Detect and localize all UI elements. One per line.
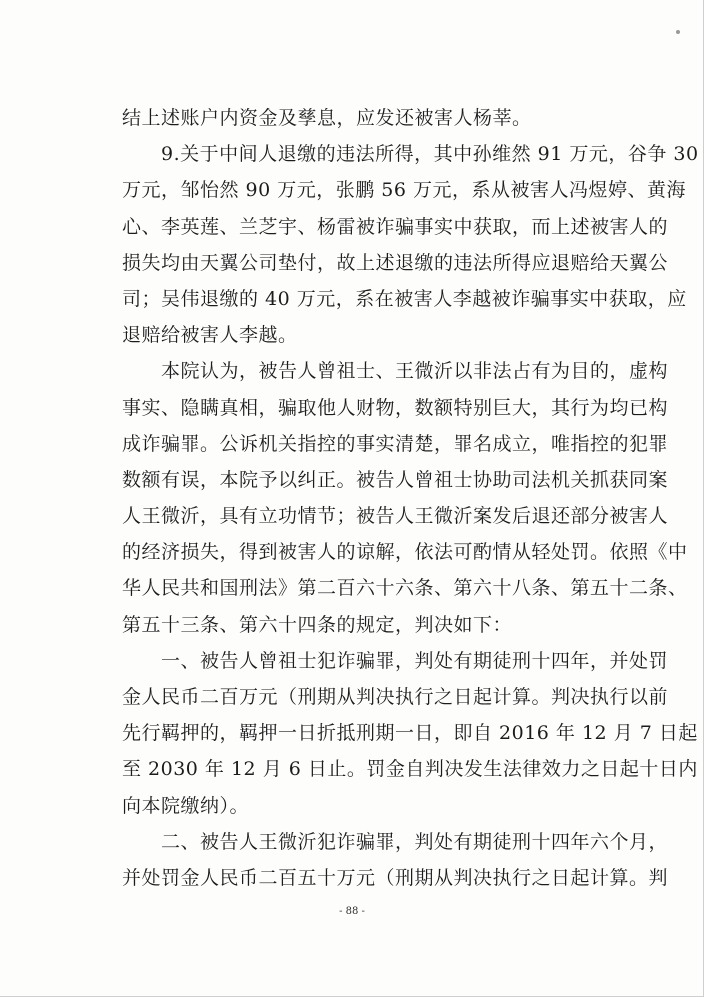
text-line: 9.关于中间人退缴的违法所得，其中孙维然 91 万元，谷争 30: [122, 143, 699, 166]
text-line: 向本院缴纳）。: [122, 794, 250, 817]
text-line: 事实、隐瞒真相，骗取他人财物，数额特别巨大，其行为均已构: [122, 396, 669, 419]
text-line: 万元，邹怡然 90 万元，张鹏 56 万元，系从被害人冯煜婷、黄海: [122, 179, 687, 202]
text-line: 至 2030 年 12 月 6 日止。罚金自判决发生法律效力之日起十日内: [122, 758, 698, 781]
text-line: 先行羁押的，羁押一日折抵刑期一日，即自 2016 年 12 月 7 日起: [122, 722, 698, 745]
text-line: 结上述账户内资金及孳息，应发还被害人杨莘。: [122, 107, 532, 129]
text-line: 华人民共和国刑法》第二百六十六条、第六十八条、第五十二条、: [122, 577, 688, 600]
text-line: 心、李英莲、兰芝宇、杨雷被诈骗事实中获取，而上述被害人的: [122, 215, 669, 238]
text-line: 司；吴伟退缴的 40 万元，系在被害人李越被诈骗事实中获取，应: [122, 287, 687, 310]
text-line: 并处罚金人民币二百五十万元（刑期从判决执行之日起计算。判: [122, 866, 669, 889]
text-line: 数额有误，本院予以纠正。被告人曾祖士协助司法机关抓获同案: [122, 468, 669, 491]
text-line: 二、被告人王微沂犯诈骗罪，判处有期徒刑十四年六个月，: [122, 830, 669, 853]
text-line: 第五十三条、第六十四条的规定，判决如下：: [122, 613, 513, 636]
page-number: - 88 -: [339, 906, 365, 917]
text-line: 本院认为，被告人曾祖士、王微沂以非法占有为目的，虚构: [122, 360, 669, 383]
text-line: 成诈骗罪。公诉机关指控的事实清楚，罪名成立，唯指控的犯罪: [122, 432, 669, 455]
text-line: 金人民币二百万元（刑期从判决执行之日起计算。判决执行以前: [122, 686, 669, 708]
judgment-body: [122, 100, 699, 896]
text-line: 损失均由天翼公司垫付，故上述退缴的违法所得应退赔给天翼公: [122, 251, 669, 274]
text-line: 的经济损失，得到被害人的谅解，依法可酌情从轻处罚。依照《中: [122, 541, 688, 564]
text-line: 人王微沂，具有立功情节；被告人王微沂案发后退还部分被害人: [122, 505, 669, 528]
text-line: 退赔给被害人李越。: [122, 324, 298, 347]
scan-speck: [676, 30, 680, 34]
text-line: 一、被告人曾祖士犯诈骗罪，判处有期徒刑十四年，并处罚: [122, 649, 669, 672]
